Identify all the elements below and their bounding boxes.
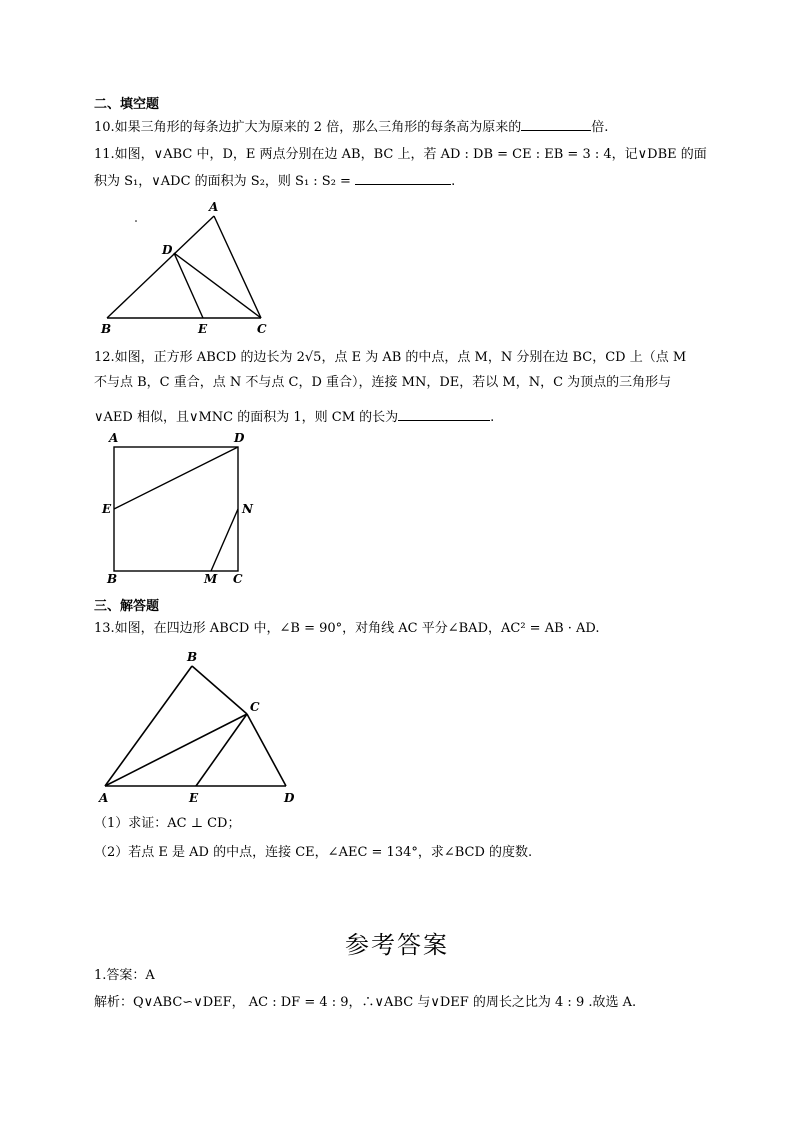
q13-quadrilateral-figure	[94, 647, 314, 809]
label-e: E	[189, 791, 199, 805]
label-a: A	[109, 431, 119, 445]
q10-text: 10.如果三角形的每条边扩大为原来的 2 倍，那么三角形的每条高为原来的	[94, 120, 522, 135]
q12-tail: .	[490, 410, 495, 425]
q12-text: ∨AED 相似，且∨MNC 的面积为 1，则 CM 的长为	[94, 410, 399, 425]
side-ab	[107, 216, 214, 318]
question-12-line1: 12.如图，正方形 ABCD 的边长为 2√5，点 E 为 AB 的中点，点 M，N 分别在边 BC，CD 上（点 M	[94, 350, 687, 365]
label-d: D	[162, 243, 173, 257]
label-d: D	[234, 431, 245, 445]
side-cd	[247, 714, 286, 786]
stray-dot	[135, 220, 137, 222]
q11-triangle-figure	[94, 196, 284, 338]
answer-1: 1.答案：A	[94, 968, 155, 983]
label-c: C	[250, 700, 260, 714]
question-12-line2: 不与点 B，C 重合，点 N 不与点 C，D 重合），连接 MN，DE，若以 M，N，C 为顶点的三角形与	[94, 375, 672, 390]
segment-nm	[211, 509, 238, 571]
q12-square-figure	[94, 428, 264, 590]
side-ab	[105, 666, 192, 786]
q10-answer-blank[interactable]	[521, 118, 591, 131]
q11-text: 积为 S₁，∨ADC 的面积为 S₂，则 S₁ : S₂ =	[94, 174, 351, 189]
label-d: D	[284, 791, 295, 805]
label-m: M	[204, 572, 218, 586]
segment-ed	[114, 447, 238, 509]
answer-1-explanation: 解析：Q∨ABC∽∨DEF， AC : DF = 4 : 9，∴∨ABC 与∨DEF 的周长之比为 4 : 9 .故选 A.	[94, 995, 637, 1010]
segment-ce	[196, 714, 247, 786]
diagonal-ac	[105, 714, 247, 786]
q12-answer-blank[interactable]	[398, 408, 490, 421]
label-b: B	[187, 650, 198, 664]
question-12-line3	[94, 408, 494, 426]
answers-title: 参考答案	[345, 931, 449, 959]
label-b: B	[101, 322, 112, 336]
q10-tail: 倍.	[591, 120, 609, 135]
label-e: E	[198, 322, 208, 336]
section-heading-solve: 三、解答题	[94, 599, 160, 614]
side-ac	[214, 216, 261, 318]
label-b: B	[107, 572, 118, 586]
question-13: 13.如图，在四边形 ABCD 中，∠B = 90°，对角线 AC 平分∠BAD，AC² = AB · AD.	[94, 621, 600, 636]
label-c: C	[233, 572, 243, 586]
question-11-line2	[94, 172, 455, 190]
label-a: A	[99, 791, 109, 805]
label-e: E	[102, 502, 112, 516]
question-13-part2: （2）若点 E 是 AD 的中点，连接 CE，∠AEC = 134°，求∠BCD 的度数.	[94, 845, 533, 860]
segment-dc	[174, 253, 261, 318]
side-bc	[192, 666, 247, 714]
segment-de	[174, 253, 203, 318]
question-10	[94, 118, 608, 136]
label-a: A	[209, 200, 219, 214]
section-heading-fill-in: 二、填空题	[94, 97, 160, 112]
label-n: N	[242, 502, 253, 516]
question-13-part1: （1）求证：AC ⊥ CD；	[94, 816, 241, 831]
question-11-line1: 11.如图，∨ABC 中，D，E 两点分别在边 AB，BC 上，若 AD : DB = CE : EB = 3 : 4，记∨DBE 的面	[94, 147, 707, 162]
label-c: C	[257, 322, 267, 336]
q11-tail: .	[451, 174, 456, 189]
q11-answer-blank[interactable]	[355, 172, 451, 185]
